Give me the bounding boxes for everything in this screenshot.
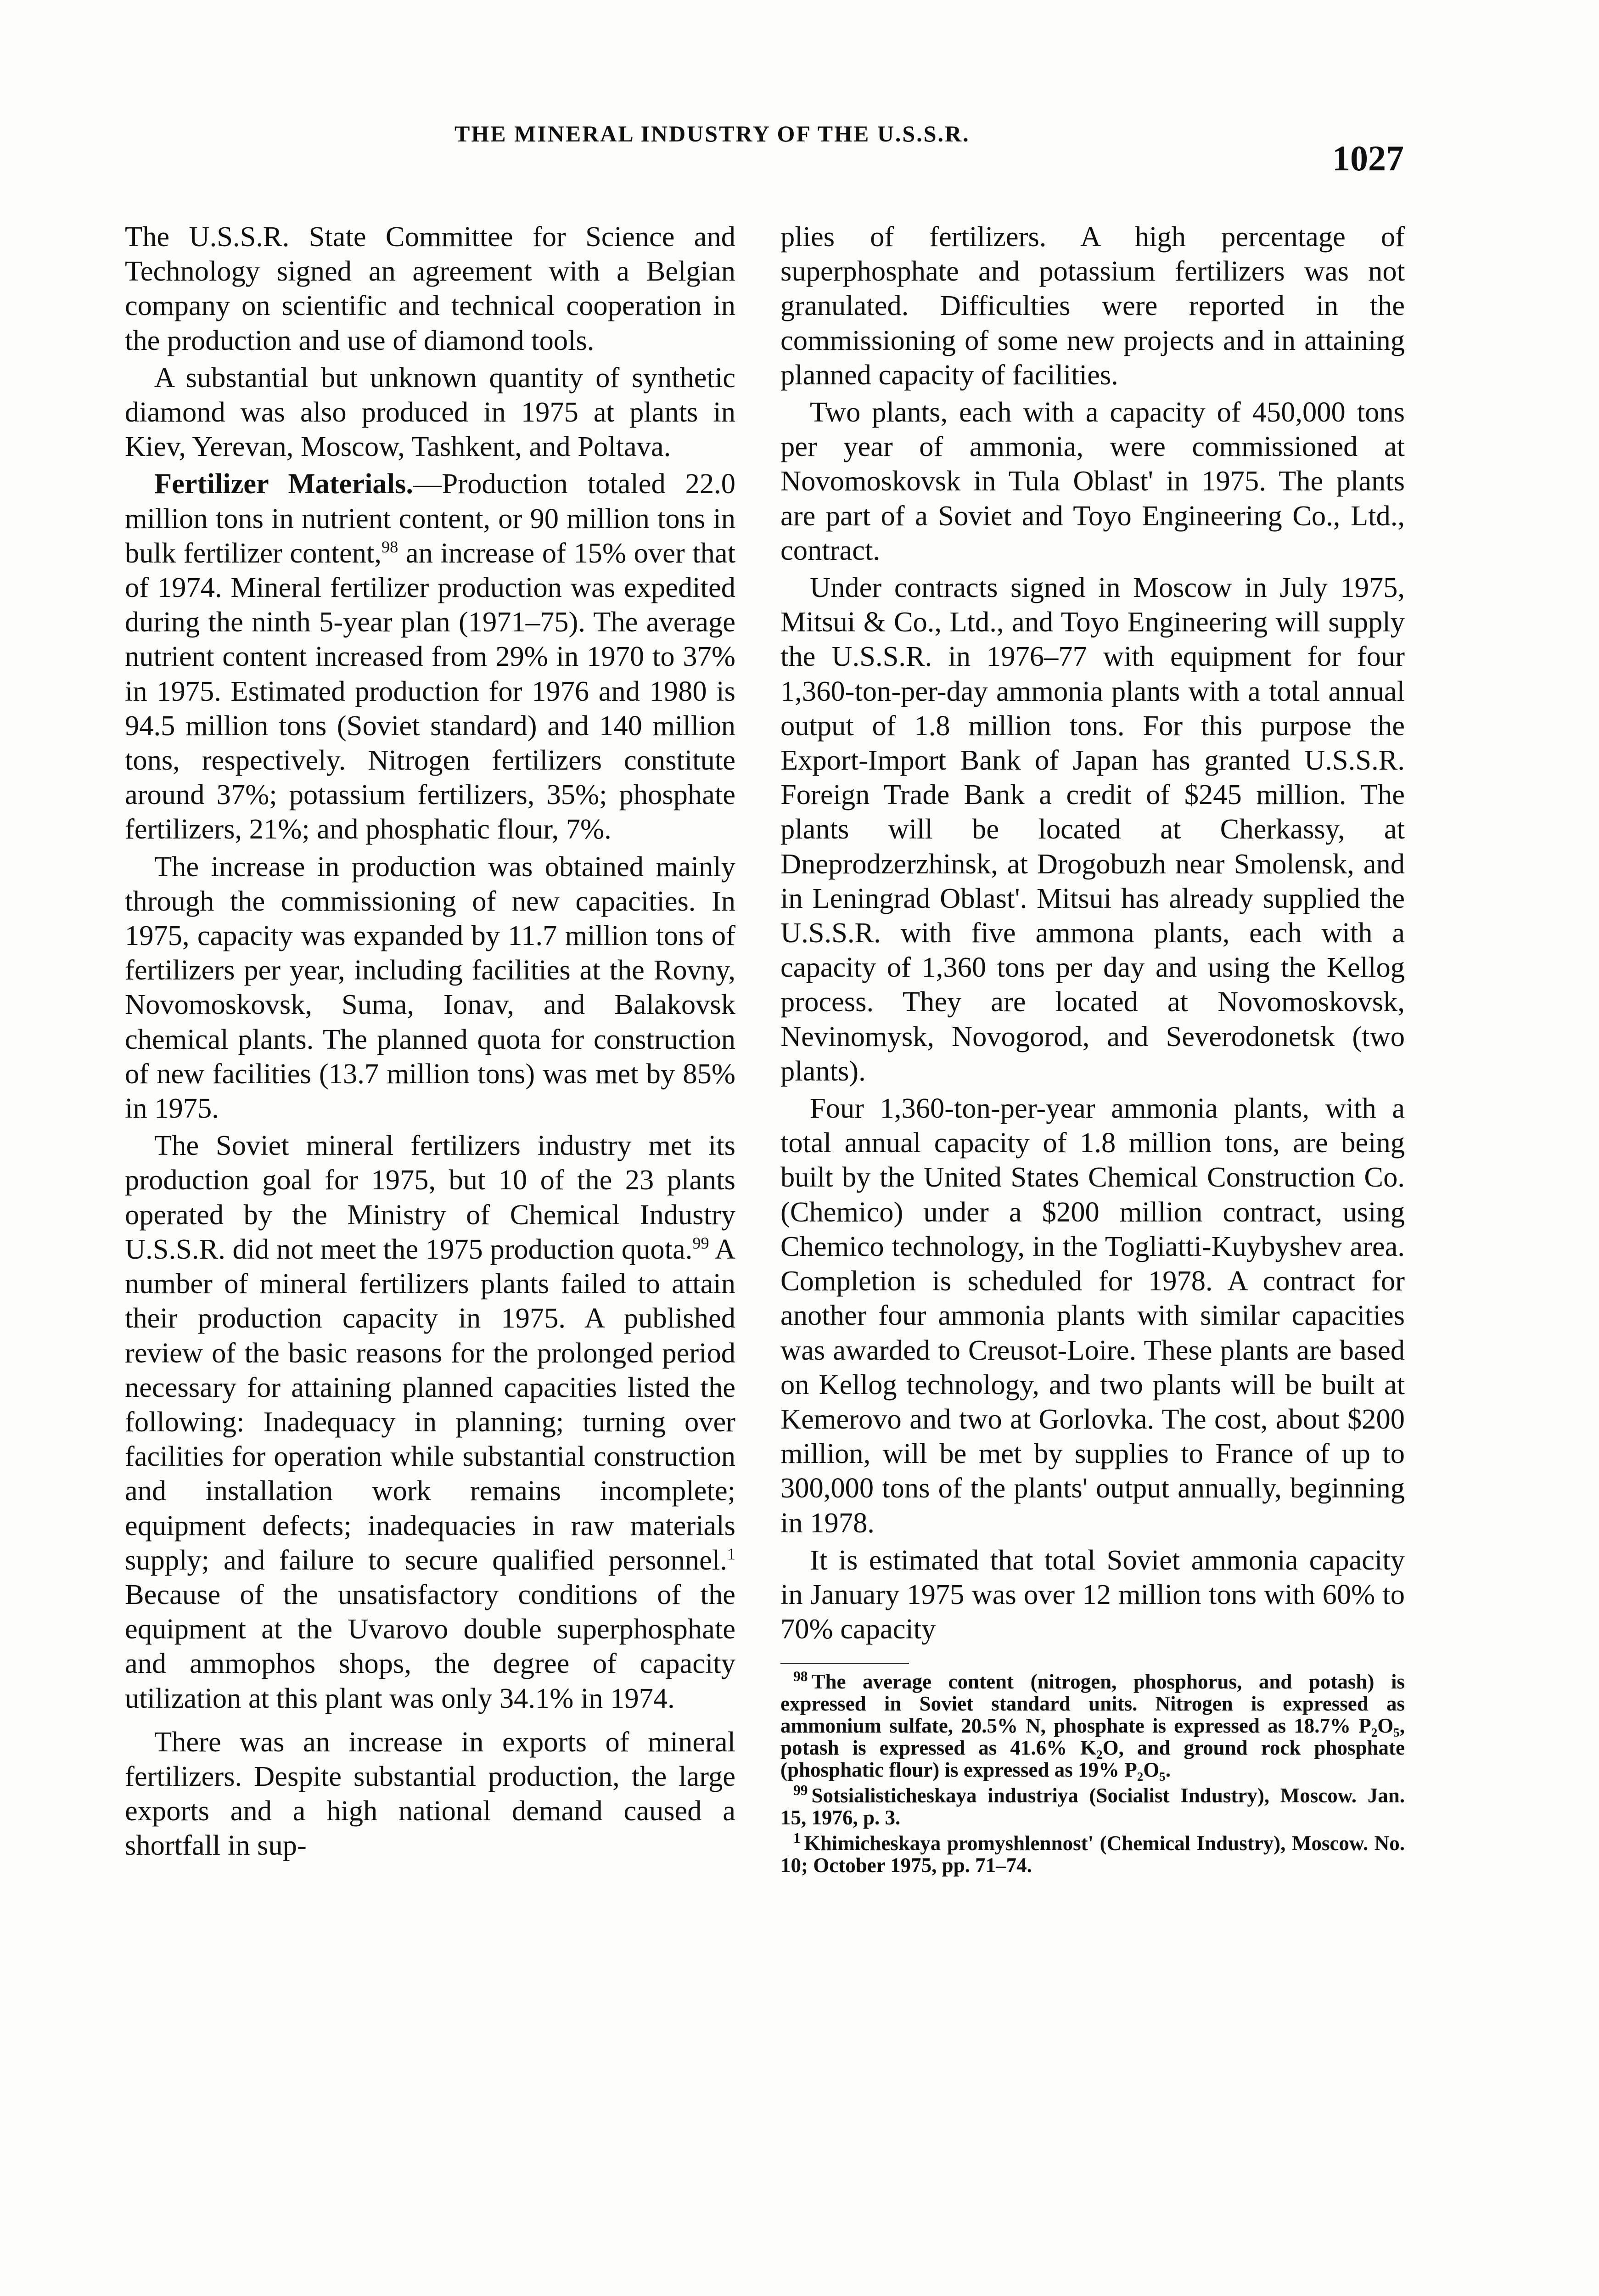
paragraph: plies of fertilizers. A high percentage of superphosphate and potassium fertilizers was not granulated. Difficulties were reported in the commissioning of some new projects and in attaining planned capacity of facilities. [780,220,1405,391]
paragraph-text: Because of the unsatisfactory conditions of the equipment at the Uvarovo double superphosphate and ammophos shops, the degree of capacity utilization at this plant was only 34.1% in 1974. [125,1578,735,1714]
footnote-marker: 98 [793,1668,808,1685]
paragraph-text: The Soviet mineral fertilizers industry met its production goal for 1975, but 10 of the 23 plants operated by the Ministry of Chemical Industry U.S.S.R. did not meet the 1975 production quota. [125,1129,735,1265]
running-title: THE MINERAL INDUSTRY OF THE U.S.S.R. [454,121,970,146]
footnote-marker: 1 [793,1830,801,1846]
footnote-marker: 99 [793,1782,808,1799]
footnote-divider [780,1663,909,1664]
paragraph: The increase in production was obtained mainly through the commissioning of new capacities. In 1975, capacity was expanded by 11.7 million tons of fertilizers per year, including facilities at the Rovny, Novomoskovsk, Suma, Ionav, and Balakovsk chemical plants. The planned quota for construction of new facilities (13.7 million tons) was met by 85% in 1975. [125,850,735,1125]
footnote [780,1668,1405,1782]
footnote-text: Khimicheskaya promyshlennost' (Chemical Industry), Moscow. No. 10; October 1975, pp. 71–74. [780,1832,1405,1877]
footnote-ref: 98 [382,538,398,556]
paragraph: There was an increase in exports of mineral fertilizers. Despite substantial production, the large exports and a high national demand caused a shortfall in sup- [125,1725,735,1862]
paragraph: Four 1,360-ton-per-year ammonia plants, with a total annual capacity of 1.8 million tons, are being built by the United States Chemical Construction Co. (Chemico) under a $200 million contract, using Chemico technology, in the Togliatti-Kuybyshev area. Completion is scheduled for 1978. A contract for another four ammonia plants with similar capacities was awarded to Creusot-Loire. These plants are based on Kellog technology, and two plants will be built at Kemerovo and two at Gorlovka. The cost, about $200 million, will be met by supplies to France of up to 300,000 tons of the plants' output annually, beginning in 1978. [780,1092,1405,1539]
footnote-text: Sotsialisticheskaya industriya (Socialist Industry), Moscow. Jan. 15, 1976, p. 3. [780,1784,1405,1829]
paragraph-text: an increase of 15% over that of 1974. Mineral fertilizer production was expedited during the ninth 5-year plan (1971–75). The average nutrient content increased from 29% in 1970 to 37% in 1975. Estimated production for 1976 and 1980 is 94.5 million tons (Soviet standard) and 140 million tons, respectively. Nitrogen fertilizers constitute around 37%; potassium fertilizers, 35%; phosphate fertilizers, 21%; and phosphatic flour, 7%. [125,536,735,845]
footnote [780,1784,1405,1829]
paragraph: Under contracts signed in Moscow in July 1975, Mitsui & Co., Ltd., and Toyo Engineering will supply the U.S.S.R. in 1976–77 with equipment for four 1,360-ton-per-day ammonia plants with a total annual output of 1.8 million tons. For this purpose the Export-Import Bank of Japan has granted U.S.S.R. Foreign Trade Bank a credit of $245 million. The plants will be located at Cherkassy, at Dneprodzerzhinsk, at Drogobuzh near Smolensk, and in Leningrad Oblast'. Mitsui has already supplied the U.S.S.R. with five ammona plants, each with a capacity of 1,360 tons per day and using the Kellog process. They are located at Novomoskovsk, Nevinomysk, Novogorod, and Severodonetsk (two plants). [780,571,1405,1087]
paragraph: The U.S.S.R. State Committee for Science and Technology signed an agreement with a Belgian company on scientific and technical cooperation in the production and use of diamond tools. [125,220,735,356]
footnotes [780,1668,1405,1877]
paragraph: It is estimated that total Soviet ammonia capacity in January 1975 was over 12 million tons with 60% to 70% capacity [780,1543,1405,1645]
paragraph-fertilizer-materials [125,467,735,846]
paragraph-text: A number of mineral fertilizers plants failed to attain their production capacity in 1975. A published review of the basic reasons for the prolonged period necessary for attaining planned capacities listed the following: Inadequacy in planning; turning over facilities for operation while substantial construction and installation work remains incomplete; equipment defects; inadequacies in raw materials supply; and failure to secure qualified personnel. [125,1232,736,1576]
page-number: 1027 [1332,138,1404,178]
footnote-ref: 99 [692,1234,709,1253]
right-column [780,219,1405,1880]
footnote-text: The average content (nitrogen, phosphorus, and potash) is expressed in Soviet standard units. Nitrogen is expressed as ammonium sulfate, 20.5% N, phosphate is expressed as 18.7% P₂O₅, potash is expressed as 41.6% K₂O, and ground rock phosphate (phosphatic flour) is expressed as 19% P₂O₅. [780,1670,1405,1782]
section-heading: Fertilizer Materials. [154,467,413,500]
footnote [780,1832,1405,1876]
paragraph: A substantial but unknown quantity of synthetic diamond was also produced in 1975 at plants in Kiev, Yerevan, Moscow, Tashkent, and Poltava. [125,361,735,463]
paragraph: Two plants, each with a capacity of 450,000 tons per year of ammonia, were commissioned at Novomoskovsk in Tula Oblast' in 1975. The plants are part of a Soviet and Toyo Engineering Co., Ltd., contract. [780,396,1405,566]
footnote-ref: 1 [727,1544,735,1563]
paragraph-text: —Production totaled 22.0 million tons in nutrient content, or 90 million tons in bulk fertilizer content, [125,467,735,569]
left-column [125,219,735,1863]
paragraph [125,1128,735,1715]
